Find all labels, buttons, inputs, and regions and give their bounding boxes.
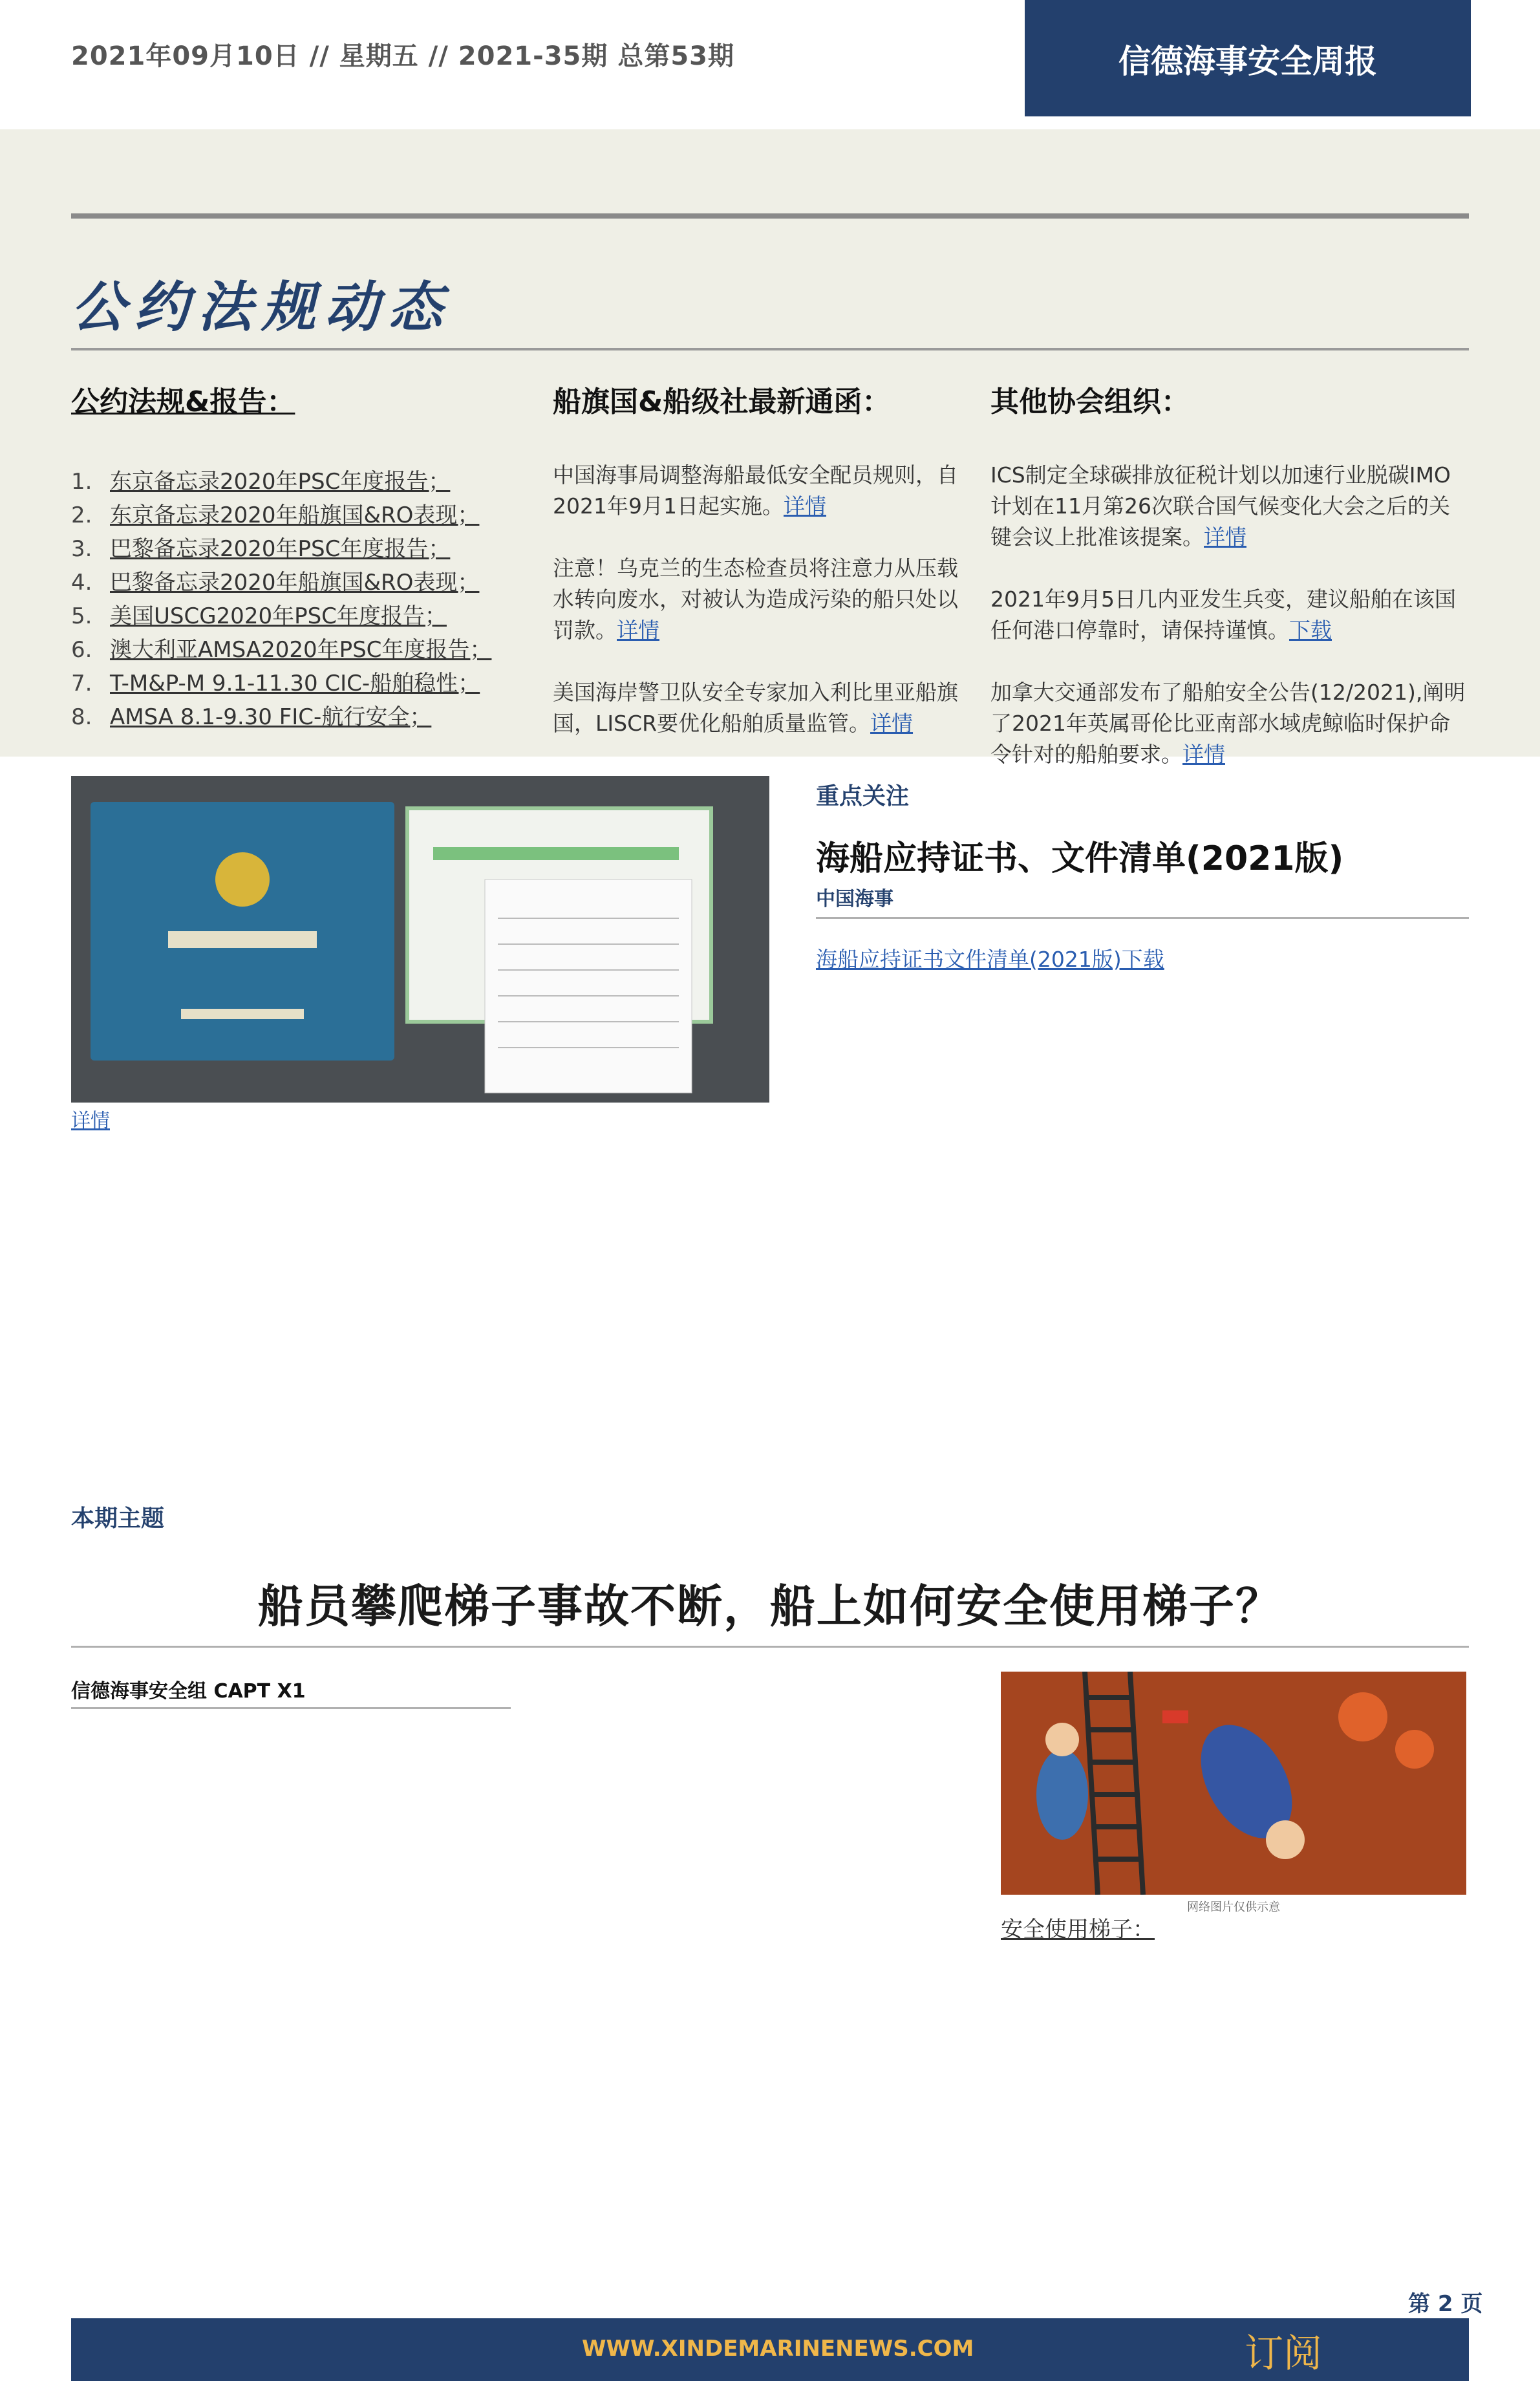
- certificate-photo-illustration: [71, 776, 769, 1103]
- regulation-item-link[interactable]: AMSA 8.1-9.30 FIC-航行安全；: [110, 704, 432, 730]
- feature-caption: [71, 1107, 782, 1135]
- regulation-item[interactable]: [71, 667, 524, 700]
- col-regulations: [71, 378, 524, 734]
- regulation-item[interactable]: [71, 633, 524, 667]
- ladder-illustration: [1001, 1672, 1466, 1895]
- regulation-item-link[interactable]: 巴黎备忘录2020年船旗国&RO表现；: [110, 570, 480, 596]
- regulation-item-link[interactable]: T-M&P-M 9.1-11.30 CIC-船舶稳性；: [110, 671, 480, 696]
- page-number: 第 2 页: [1408, 2291, 1483, 2317]
- safe-ladder-lead: 安全使用梯子：: [1001, 1917, 1155, 1943]
- flag-news-2: 注意！乌克兰的生态检查员将注意力从压载水转向废水，对被认为造成污染的船只处以罚款。详情: [553, 555, 958, 643]
- regulation-item-number: 5.: [71, 603, 92, 629]
- feature-title: 海船应持证书、文件清单(2021版): [816, 839, 1344, 878]
- regulation-item[interactable]: [71, 599, 524, 633]
- section-title-rule: [71, 348, 1469, 350]
- band-divider: [71, 213, 1469, 219]
- brand-title: 信德海事安全周报: [1118, 43, 1377, 80]
- regulation-item-link[interactable]: 巴黎备忘录2020年PSC年度报告；: [110, 536, 451, 562]
- detail-link[interactable]: 详情: [617, 618, 659, 643]
- topic-tag: 本期主题: [71, 1505, 165, 1532]
- regulation-item-number: 8.: [71, 704, 92, 730]
- col-flag-state: [553, 378, 967, 739]
- org-news-2: 2021年9月5日几内亚发生兵变，建议船舶在该国任何港口停靠时，请保持谨慎。下载: [990, 587, 1456, 643]
- detail-link[interactable]: 详情: [1204, 524, 1246, 550]
- topic-rule: [71, 1646, 1469, 1648]
- col-regulations-heading: 公约法规&报告：: [71, 385, 295, 418]
- footer-url[interactable]: WWW.XINDEMARINENEWS.COM: [582, 2336, 974, 2362]
- flag-news-1: 中国海事局调整海船最低安全配员规则，自2021年9月1日起实施。详情: [553, 462, 958, 519]
- regulation-item-link[interactable]: 澳大利亚AMSA2020年PSC年度报告；: [110, 637, 492, 663]
- regulation-item-link[interactable]: 东京备忘录2020年PSC年度报告；: [110, 469, 451, 495]
- feature-tag: 重点关注: [816, 783, 910, 810]
- detail-link[interactable]: 详情: [1182, 742, 1225, 767]
- regulations-list: [71, 465, 524, 734]
- flag-news-3: 美国海岸警卫队安全专家加入利比里亚船旗国，LISCR要优化船舶质量监管。详情: [553, 680, 958, 736]
- col-other-orgs-heading: 其他协会组织：: [990, 385, 1190, 418]
- feature-source: 中国海事: [816, 888, 893, 910]
- regulation-item[interactable]: [71, 700, 524, 734]
- regulation-item-number: 7.: [71, 671, 92, 696]
- issue-line: 2021年09月10日 // 星期五 // 2021-35期 总第53期: [71, 41, 734, 71]
- regulation-item-number: 2.: [71, 502, 92, 528]
- regulation-item-link[interactable]: 美国USCG2020年PSC年度报告；: [110, 603, 447, 629]
- col-flag-state-heading: 船旗国&船级社最新通函：: [553, 385, 891, 418]
- detail-link[interactable]: 详情: [71, 1110, 110, 1132]
- regulation-item[interactable]: [71, 499, 524, 532]
- regulation-item[interactable]: [71, 465, 524, 499]
- regulation-item-number: 6.: [71, 637, 92, 663]
- detail-link[interactable]: 详情: [783, 493, 826, 519]
- subscribe-link[interactable]: 订阅: [1245, 2331, 1322, 2376]
- regulation-item-number: 4.: [71, 570, 92, 596]
- feature-body: [816, 944, 1469, 975]
- topic-byline: 信德海事安全组 CAPT X1: [71, 1680, 306, 1703]
- regulation-item[interactable]: [71, 532, 524, 566]
- section-title: 公约法规动态: [71, 275, 452, 339]
- topic-title: 船员攀爬梯子事故不断，船上如何安全使用梯子？: [258, 1580, 1282, 1633]
- certificate-photo: [71, 776, 769, 1103]
- org-news-1: ICS制定全球碳排放征税计划以加速行业脱碳IMO计划在11月第26次联合国气候变化大会之后的关键会议上批准该提案。详情: [990, 462, 1451, 550]
- checklist-download-link[interactable]: 海船应持证书文件清单(2021版)下载: [816, 947, 1164, 972]
- ladder-fall-illustration: [1001, 1672, 1466, 1895]
- col-other-orgs: [990, 378, 1469, 770]
- byline-rule: [71, 1707, 511, 1709]
- regulation-item-number: 1.: [71, 469, 92, 495]
- download-link[interactable]: 下载: [1289, 618, 1332, 643]
- detail-link[interactable]: 详情: [870, 711, 914, 736]
- regulation-item-link[interactable]: 东京备忘录2020年船旗国&RO表现；: [110, 502, 480, 528]
- topic-col-3: [1001, 1914, 1466, 1946]
- regulation-item[interactable]: [71, 566, 524, 599]
- image-caption: 网络图片仅供示意: [1187, 1901, 1280, 1914]
- regulation-item-number: 3.: [71, 536, 92, 562]
- org-news-3: 加拿大交通部发布了船舶安全公告(12/2021),阐明了2021年英属哥伦比亚南部水域虎鲸临时保护命令针对的船舶要求。详情: [990, 680, 1466, 767]
- feature-rule: [816, 917, 1469, 919]
